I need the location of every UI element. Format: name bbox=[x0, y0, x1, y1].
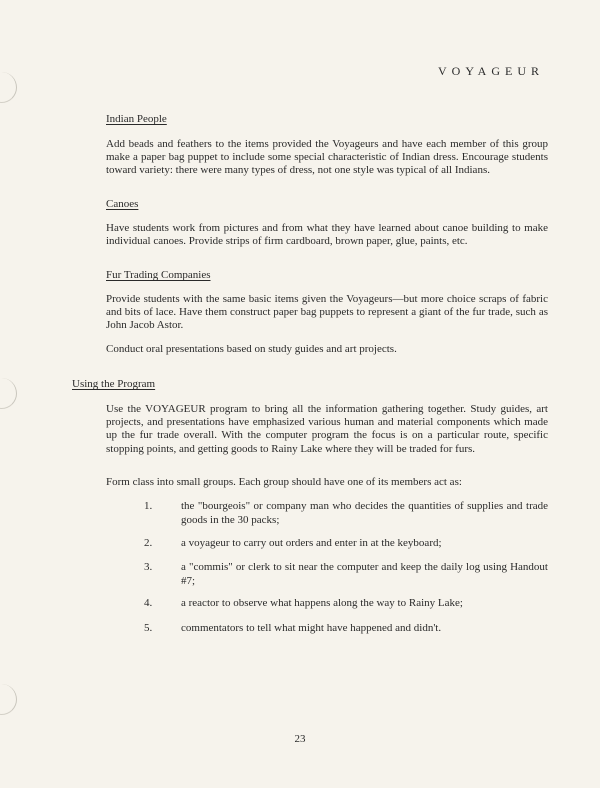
paragraph-indian-people: Add beads and feathers to the items provided the Voyageurs and have each member of this group make a paper bag puppet to include some special characteristic of Indian dress. Encourage students toward variety: there were many types of dress, not one style was typical of all Indians. bbox=[106, 138, 548, 177]
list-item-number: 2. bbox=[144, 537, 153, 549]
list-item-text: a reactor to observe what happens along the way to Rainy Lake; bbox=[181, 597, 463, 609]
list-item-text: commentators to tell what might have happened and didn't. bbox=[181, 622, 442, 634]
list-item-text: the "bourgeois" or company man who decides the quantities of supplies and trade goods in the 30 packs; bbox=[181, 500, 548, 526]
list-item-number: 5. bbox=[144, 622, 153, 634]
paragraph-form-groups: Form class into small groups. Each group should have one of its members act as: bbox=[106, 476, 462, 488]
heading-fur-trading: Fur Trading Companies bbox=[106, 269, 211, 281]
heading-canoes: Canoes bbox=[106, 198, 139, 210]
page-number: 23 bbox=[294, 733, 306, 745]
binder-hole-middle bbox=[0, 378, 17, 409]
binder-hole-top bbox=[0, 72, 17, 103]
list-item-text: a voyageur to carry out orders and enter in at the keyboard; bbox=[181, 537, 442, 549]
list-item-number: 4. bbox=[144, 597, 153, 609]
paragraph-using-program: Use the VOYAGEUR program to bring all the information gathering together. Study guides, art projects, and presentations have emphasized various human and material components which made up the fur trade overall. With the computer program the focus is on a particular route, specific stopping points, and getting goods to Rainy Lake where they will be traded for furs. bbox=[106, 403, 548, 455]
paragraph-fur-trading: Provide students with the same basic items given the Voyageurs—but more choice scraps of fabric and bits of lace. Have them construct paper bag puppets to represent a giant of the fur trade, such as John Jacob Astor. bbox=[106, 293, 548, 332]
binder-hole-bottom bbox=[0, 684, 17, 715]
paragraph-canoes: Have students work from pictures and from what they have learned about canoe building to make individual canoes. Provide strips of firm cardboard, brown paper, glue, paints, etc. bbox=[106, 222, 548, 248]
list-item-number: 1. bbox=[144, 500, 153, 512]
list-item-number: 3. bbox=[144, 561, 153, 573]
heading-using-program: Using the Program bbox=[72, 378, 156, 390]
paragraph-oral-presentations: Conduct oral presentations based on study guides and art projects. bbox=[106, 343, 397, 355]
running-header: VOYAGEUR bbox=[438, 64, 544, 78]
heading-indian-people: Indian People bbox=[106, 113, 167, 125]
list-item-text: a "commis" or clerk to sit near the computer and keep the daily log using Handout #7; bbox=[181, 561, 548, 587]
